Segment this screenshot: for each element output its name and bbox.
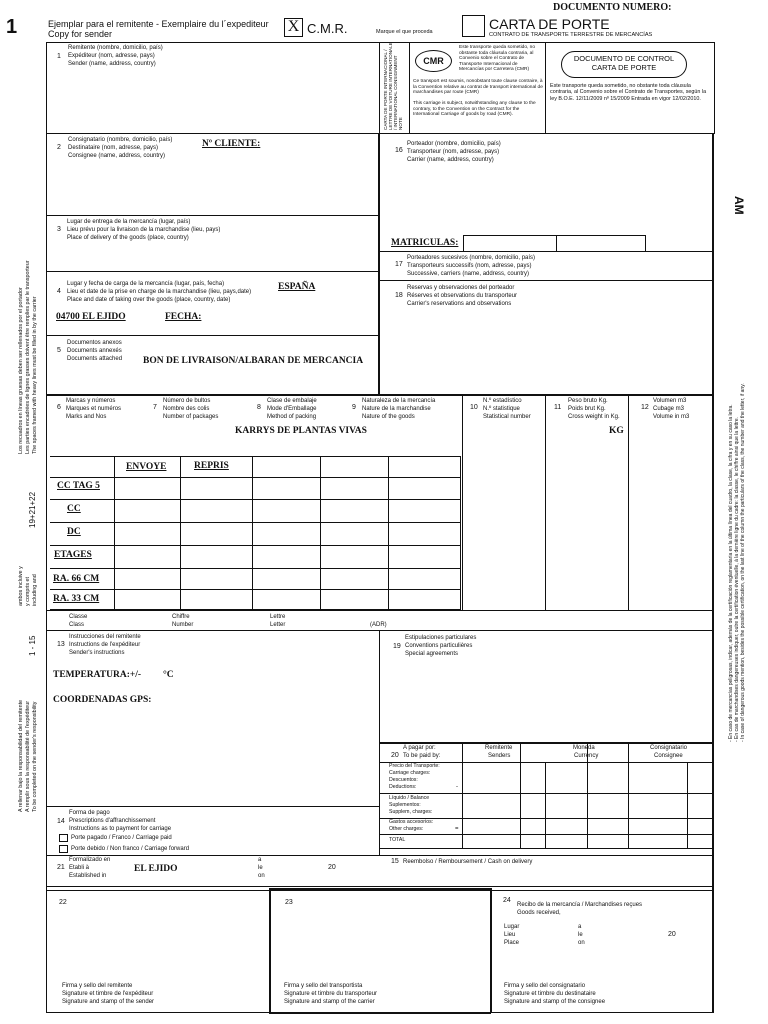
copy-label-es-fr: Ejemplar para el remitente - Exemplaire du l´expediteur (48, 19, 269, 29)
pay-row-deductions-es: Descuentos: (389, 777, 418, 783)
pay-dash-mark: - (456, 784, 458, 790)
special-agreements-field[interactable] (385, 660, 710, 740)
box-3-number: 3 (57, 226, 61, 233)
box-23-label-fr: Signature et timbre du transporteur (284, 991, 378, 997)
client-number-label: Nº CLIENTE: (202, 139, 261, 149)
right-note-2: - En cas de marchandises dangereuses indiquer, outre la certification éventuelle, à la dernière ligne du cadre: la classe, le chiffre ainsi que la lettre. (734, 416, 740, 742)
pay-equals-mark: = (455, 826, 459, 832)
box-5-label-en: Documents attached (67, 356, 123, 362)
box-19-label-es: Estipulaciones particulares (405, 635, 477, 641)
box-24-a: a (578, 924, 582, 930)
box-24-label-fr: Signature et timbre du destinataire (504, 991, 596, 997)
box-17-number: 17 (395, 261, 403, 268)
box-4-label-es: Lugar y fecha de carga de la mercancía (lugar, país, fecha) (67, 281, 225, 287)
cmr-logo: CMR (415, 50, 452, 72)
adr-label: (ADR) (370, 622, 387, 628)
box-21-le: le (258, 865, 263, 871)
box-10-label-en: Statistical number (483, 414, 531, 420)
box-21-label-en: Established in (69, 873, 107, 879)
sender-field[interactable] (60, 70, 378, 132)
box-11-label-es: Peso bruto Kg. (568, 398, 608, 404)
box-20-label-en: To be paid by: (403, 753, 441, 759)
loading-date-label: FECHA: (165, 312, 202, 322)
box-14-label-fr: Prescriptions d'affranchissement (69, 818, 156, 824)
box-20-label-es: A pagar por: (403, 745, 436, 751)
box-2-label-es: Consignatario (nombre, domicilio, país) (68, 137, 173, 143)
box-13-label-fr: Instructions de l'expéditeur (69, 642, 141, 648)
box-1-label-es: Remitente (nombre, domicilio, país) (68, 45, 163, 51)
carta-subtitle: CONTRATO DE TRANSPORTE TERRESTRE DE MERCANCÍAS (489, 32, 653, 38)
box-22-label-en: Signature and stamp of the sender (62, 999, 155, 1005)
box-24-number: 24 (503, 897, 511, 904)
cmr-vertical-title: CARTA DE PORTE INTERNACIONAL / LETTRE DE VOITURE INTERNATIONALE / INTERNATIONAL CONSIGNMENT NOTE (383, 42, 404, 130)
box-4-label-en: Place and date of taking over the goods (place, country, date) (67, 297, 231, 303)
control-doc-desc: Este transporte queda sometido, no obstante toda cláusula contraria, al Convenio sobre el Contrato de Transportes, según la ley B.O.E. 12/11/2009 nº 15/2009 Entrada en vigor 12/02/2010. (550, 83, 707, 102)
box-22-number: 22 (59, 899, 67, 906)
box-16-label-es: Porteador (nombre, domicilio, país) (407, 141, 501, 147)
box-16-label-en: Carrier (name, address, country) (407, 157, 494, 163)
adr-number-es: Chiffre (172, 614, 190, 620)
loading-country[interactable]: ESPAÑA (278, 282, 316, 292)
pay-row-other-es: Gastos accesorios: (389, 819, 434, 825)
pay-col-consignee-es: Consignatario (650, 745, 688, 751)
box-23-label-es: Firma y sello del transportista (284, 983, 363, 989)
box-12-label-es: Volumen m3 (653, 398, 687, 404)
box-11-label-fr: Poids brut Kg. (568, 406, 606, 412)
box-15-number: 15 (391, 858, 399, 865)
box-24-header-2: Goods received, (517, 910, 561, 916)
box-15-label: Reembolso / Remboursement / Cash on delivery (403, 859, 533, 865)
left-numbers-1: 19+21+22 (28, 491, 37, 528)
box-18-number: 18 (395, 292, 403, 299)
box-5-label-fr: Documents annexés (67, 348, 122, 354)
delivery-place-field[interactable] (60, 243, 378, 270)
gross-weight-unit: KG (609, 426, 624, 436)
left-vertical-2: Les parties encadrées de lignes grasses doivent être remplies par le transporteur (25, 260, 31, 454)
col-header-envoye: ENVOYE (126, 462, 167, 472)
box-24-label-en: Signature and stamp of the consignee (504, 999, 606, 1005)
box-21-label-es: Formalizado en (69, 857, 111, 863)
pay-col-sender-en: Senders (488, 753, 511, 759)
box-22-label-fr: Signature et timbre de l'expéditeur (62, 991, 154, 997)
box-14-label-es: Forma de pago (69, 810, 110, 816)
row-label-dc: DC (67, 527, 81, 537)
box-6-label-en: Marks and Nos (66, 414, 107, 420)
adr-letter-en: Letter (270, 622, 286, 628)
row-label-cc: CC (67, 504, 81, 514)
row-label-ra-66: RA. 66 CM (53, 574, 100, 584)
left-vertical-6: including and (32, 574, 38, 606)
box-17-label-en: Successive, carriers (name, address, country) (407, 271, 530, 277)
box-10-number: 10 (470, 404, 478, 411)
box-13-label-es: Instrucciones del remitente (69, 634, 141, 640)
control-doc-title: DOCUMENTO DE CONTROL (573, 54, 675, 63)
box-7-number: 7 (153, 404, 157, 411)
box-18-label-es: Reservas y observaciones del porteador (407, 285, 515, 291)
box-14-label-en: Instructions as to payment for carriage (69, 826, 172, 832)
box-8-number: 8 (257, 404, 261, 411)
row-label-ra-33: RA. 33 CM (53, 594, 100, 604)
consignee-field[interactable] (60, 162, 378, 214)
carta-checkbox[interactable] (462, 15, 485, 37)
box-3-label-es: Lugar de entrega de la mercancía (lugar, país) (67, 219, 191, 225)
box-21-year: 20 (328, 864, 336, 871)
pay-row-total: TOTAL (389, 837, 406, 843)
box-8-label-en: Method of packing (267, 414, 317, 420)
box-12-label-fr: Cubage m3 (653, 406, 685, 412)
box-22-label-es: Firma y sello del remitente (62, 983, 133, 989)
box-2-number: 2 (57, 144, 61, 151)
left-vertical-4: ambos incluive y (18, 566, 24, 606)
pay-row-carriage-es: Precio del Transporte: (389, 763, 440, 769)
carriage-forward-checkbox[interactable] (59, 845, 68, 853)
box-20-number: 20 (391, 752, 399, 759)
control-doc-subtitle: CARTA DE PORTE (591, 62, 657, 72)
box-19-label-fr: Conventions particulières (405, 643, 473, 649)
control-doc-badge (561, 51, 687, 78)
carrier-reservations-field[interactable] (385, 310, 710, 392)
box-1-number: 1 (57, 53, 61, 60)
plates-label: MATRICULAS: (391, 238, 459, 248)
sender-signature-area[interactable] (50, 910, 266, 980)
copy-label-en: Copy for sender (48, 29, 113, 39)
box-1-label-fr: Expéditeur (nom, adresse, pays) (68, 53, 155, 59)
mark-hint: Marque el que proceda (376, 29, 433, 35)
box-5-label-es: Documentos anexos (67, 340, 122, 346)
box-16-label-fr: Transporteur (nom, adresse, pays) (407, 149, 500, 155)
left-vertical-9: To be completed on the sender's responsibility (32, 701, 38, 812)
box-3-label-en: Place of delivery of the goods (place, country) (67, 235, 189, 241)
adr-class-en: Class (69, 622, 85, 628)
box-2-label-en: Consignee (name, address, country) (68, 153, 166, 159)
box-4-label-fr: Lieu et date de la prise en charge de la marchandise (lieu, pays,date) (67, 289, 252, 295)
carta-title: CARTA DE PORTE (489, 16, 610, 32)
box-12-label-en: Volume in m3 (653, 414, 690, 420)
box-4-number: 4 (57, 288, 61, 295)
pay-row-supplements-en: Supplem, charges: (389, 809, 433, 815)
cmr-label: C.M.R. (307, 21, 348, 36)
box-3-label-fr: Lieu prévu pour la livraison de la marchandise (lieu, pays) (67, 227, 221, 233)
box-16-number: 16 (395, 147, 403, 154)
left-numbers-2: 1 - 15 (28, 635, 37, 656)
pay-row-supplements-es: Suplementos: (389, 802, 421, 808)
box-6-label-es: Marcas y números (66, 398, 116, 404)
document-number-label: DOCUMENTO NUMERO: (553, 2, 672, 13)
box-23-number: 23 (285, 899, 293, 906)
box-18-label-en: Carrier's reservations and observations (407, 301, 512, 307)
box-24-year: 20 (668, 931, 676, 938)
carrier-signature-area[interactable] (274, 910, 486, 980)
carriage-paid-checkbox[interactable] (59, 834, 68, 842)
temperature-label: TEMPERATURA:+/- (53, 670, 142, 680)
box-6-number: 6 (57, 404, 61, 411)
row-label-etages: ETAGES (54, 550, 92, 560)
temperature-unit: °C (163, 670, 174, 680)
pay-col-sender-es: Remitente (485, 745, 513, 751)
box-7-label-en: Number of packages (163, 414, 219, 420)
goods-nature-value[interactable]: KARRYS DE PLANTAS VIVAS (235, 426, 367, 436)
box-18-label-fr: Réserves et observations du transporteur (407, 293, 518, 299)
box-17-label-fr: Transporteurs successifs (nom, adresse, pays) (407, 263, 532, 269)
box-17-label-es: Porteadores sucesivos (nombre, domicilio, país) (407, 255, 536, 261)
row-label-cc-tag-5: CC TAG 5 (57, 481, 100, 491)
pay-row-balance: Líquido / Balance (389, 795, 430, 801)
box-9-label-fr: Nature de la marchandise (362, 406, 431, 412)
box-2-label-fr: Destinataire (nom, adresse, pays) (68, 145, 159, 151)
pay-col-currency-es: Moneda (573, 745, 595, 751)
box-10-label-es: N.º estadístico (483, 398, 522, 404)
box-24-place-es: Lugar (504, 924, 520, 930)
box-7-label-fr: Nombre des colis (163, 406, 210, 412)
box-24-place-en: Place (504, 940, 520, 946)
box-19-label-en: Special agreements (405, 651, 459, 657)
box-19-number: 19 (393, 643, 401, 650)
box-14-number: 14 (57, 818, 65, 825)
adr-letter-es: Lettre (270, 614, 286, 620)
carriage-forward-label: Porte debido / Non franco / Carriage forward (71, 846, 190, 852)
box-21-a: a (258, 857, 262, 863)
box-24-place-fr: Lieu (504, 932, 516, 938)
cmr-desc-es: Este transporte queda sometido, no obstante toda cláusula contraria, al Convenio sobre el Contrato de Transporte Internacional de Mercancías por Carretera (CMR) (459, 45, 535, 73)
cmr-checkbox[interactable]: X (284, 18, 303, 37)
attached-documents-value[interactable]: BON DE LIVRAISON/ALBARAN DE MERCANCIA (143, 356, 364, 366)
left-vertical-7: A rellenar bajo la responsabilidad del remitente (18, 699, 24, 812)
consignee-signature-area[interactable] (495, 950, 709, 982)
box-24-on: on (578, 940, 585, 946)
box-11-number: 11 (554, 404, 562, 411)
left-vertical-8: A remplir sous la responsabilité de l'expéditeur (25, 701, 31, 812)
left-vertical-5: y compris et (25, 576, 31, 606)
packaging-table (50, 456, 461, 609)
left-vertical-3: The spaces framed with heavy lines must be filled in by the carrier (32, 296, 38, 454)
box-13-number: 13 (57, 641, 65, 648)
box-7-label-es: Número de bultos (163, 398, 211, 404)
right-note-1: - En caso de mercancías peligrosas, indicar, además de la certificación reglamentaria en la última línea del cuadro, la clase, la cifra y en su caso la letra. (728, 404, 734, 742)
pay-row-deductions-en: Deductions: (389, 784, 417, 790)
loading-place[interactable]: 04700 EL EJIDO (56, 312, 126, 322)
box-9-number: 9 (352, 404, 356, 411)
box-1-label-en: Sender (name, address, country) (68, 61, 156, 67)
box-21-on: on (258, 873, 265, 879)
box-6-label-fr: Marques et numéros (66, 406, 122, 412)
box-21-label-fr: Etabli à (69, 865, 90, 871)
right-vertical-am: AM (732, 196, 746, 215)
plates-field[interactable] (463, 235, 646, 252)
pay-row-other-en: Other charges: (389, 826, 424, 832)
right-note-3: - In case of dangerous goods mention, besides the possible certification, on the last line of the column the particulars of the class, the number and the letter, if any. (740, 383, 746, 742)
pay-col-consignee-en: Consignee (654, 753, 683, 759)
box-9-label-en: Nature of the goods (362, 414, 415, 420)
cmr-desc-en: This carriage is subject, notwithstanding any clause to the contrary, to the Convention on the Contract for the International Carriage of goods by road (CMR). (413, 101, 536, 118)
box-24-label-es: Firma y sello del consignatario (504, 983, 586, 989)
box-11-label-en: Cross weight in Kg. (568, 414, 620, 420)
adr-number-en: Number (172, 622, 194, 628)
copy-number: 1 (6, 16, 18, 38)
box-8-label-fr: Mode d'Emballage (267, 406, 317, 412)
box-8-label-es: Clase de embalaje (267, 398, 317, 404)
gps-label: COORDENADAS GPS: (53, 695, 152, 705)
box-23-label-en: Signature and stamp of the carrier (284, 999, 375, 1005)
box-10-label-fr: N.º statistique (483, 406, 520, 412)
col-header-repris: REPRIS (194, 461, 229, 471)
box-24-le: le (578, 932, 583, 938)
box-24-header-1: Recibo de la mercancía / Marchandises reçues (517, 902, 643, 908)
box-12-number: 12 (641, 404, 649, 411)
adr-class-es: Classe (69, 614, 88, 620)
box-21-number: 21 (57, 864, 65, 871)
carriage-paid-label: Porte pagado / Franco / Carriage paid (71, 835, 172, 841)
box-5-number: 5 (57, 347, 61, 354)
pay-row-carriage-en: Carriage charges: (389, 770, 431, 776)
pay-col-currency-en: Currency (574, 753, 599, 759)
established-in-value[interactable]: EL EJIDO (134, 864, 178, 874)
left-vertical-1: Los recuadros en líneas gruesas deben ser rellenados por el portador (18, 287, 24, 454)
box-9-label-es: Naturaleza de la mercancía (362, 398, 436, 404)
cmr-desc-fr: Ce transport est soumis, nonobstant toute clause contraire, à la Convention relative au contrat de transport international de marchandises par route (CMR) (413, 79, 543, 96)
box-13-label-en: Sender's instructions (69, 650, 125, 656)
